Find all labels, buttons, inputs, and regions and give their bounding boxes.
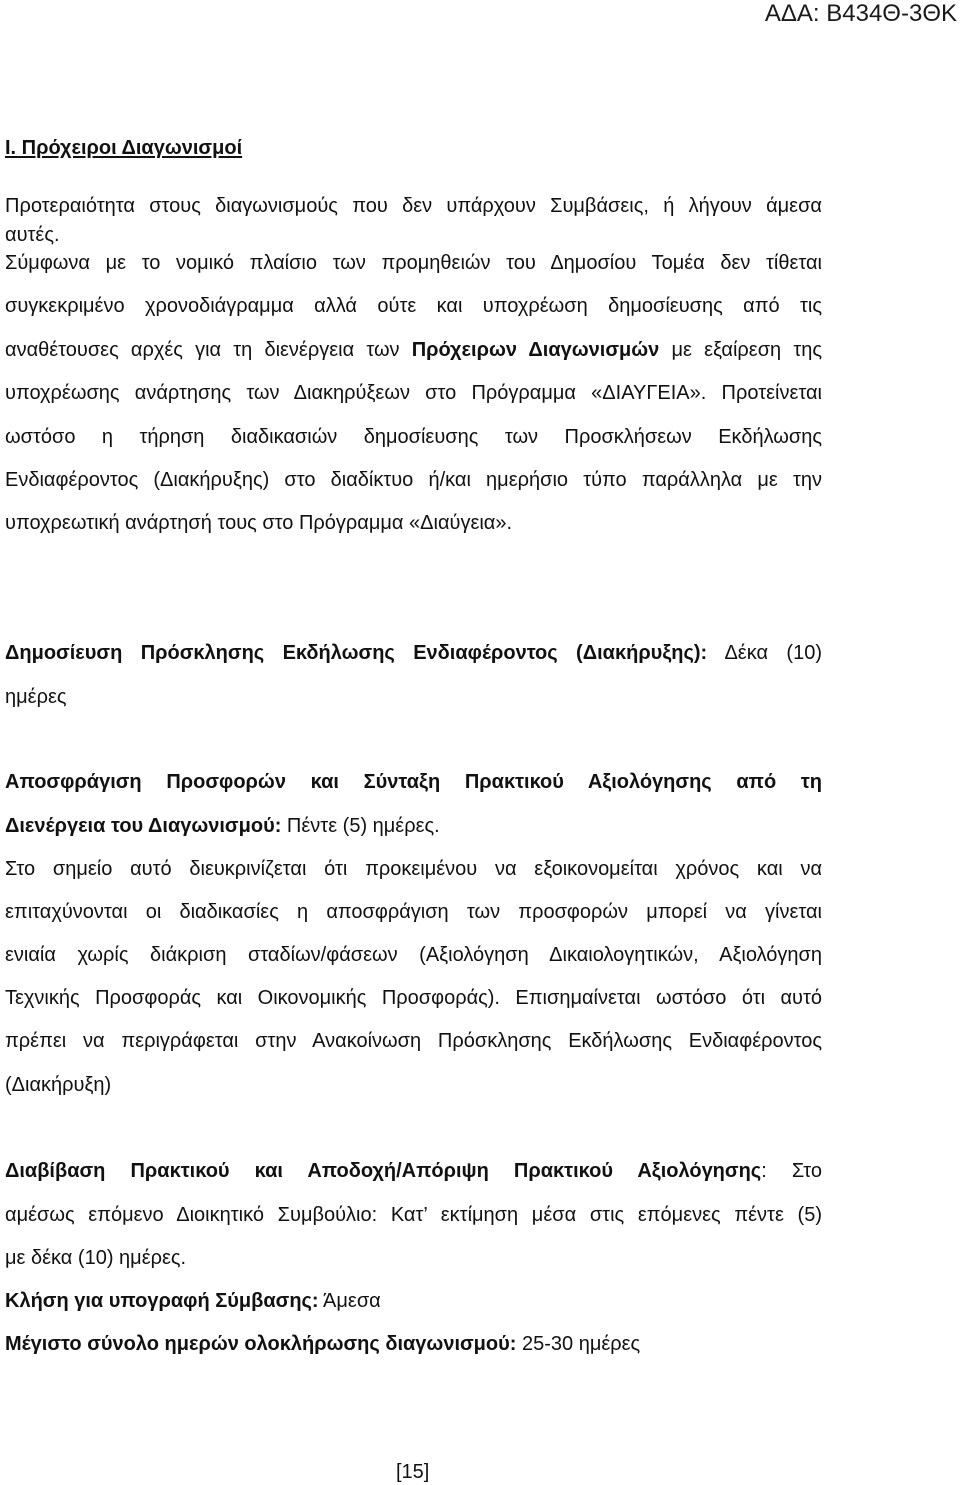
approval-value-line: αμέσως επόμενο Διοικητικό Συμβούλιο: Κατ’ εκτίμηση μέσα στις επόμενες πέντε (5) [5, 1204, 822, 1226]
publication-value: Δέκα (10) [707, 642, 822, 664]
opening-note-line: Τεχνικής Προσφοράς και Οικονομικής Προσφοράς). Επισημαίνεται ωστόσο ότι αυτό [5, 987, 822, 1009]
priority-line: αυτές. [5, 224, 60, 246]
opening-label: Αποσφράγιση Προσφορών και Σύνταξη Πρακτικού Αξιολόγησης από τη [5, 771, 822, 793]
signing-label: Κλήση για υπογραφή Σύμβασης: [5, 1290, 319, 1312]
publication-label: Δημοσίευση Πρόσκλησης Εκδήλωσης Ενδιαφέροντος (Διακήρυξης): [5, 642, 708, 664]
framework-line: υποχρεωτική ανάρτησή τους στο Πρόγραμμα «Διαύγεια». [5, 512, 513, 534]
publication-stage [5, 640, 822, 666]
page-number: [15] [396, 1461, 430, 1483]
framework-line: ωστόσο η τήρηση διαδικασιών δημοσίευσης των Προσκλήσεων Εκδήλωσης [5, 426, 822, 448]
framework-line: υποχρέωσης ανάρτησης των Διακηρύξεων στο Πρόγραμμα «ΔΙΑΥΓΕΙΑ». Προτείνεται [5, 382, 822, 404]
section-heading: I. Πρόχειροι Διαγωνισμοί [5, 137, 243, 159]
framework-bold-term: Πρόχειρων Διαγωνισμών [411, 339, 660, 361]
framework-line: συγκεκριμένο χρονοδιάγραμμα αλλά ούτε και υποχρέωση δημοσίευσης από τις [5, 295, 822, 317]
opening-stage [5, 813, 822, 839]
framework-text: αναθέτουσες αρχές για τη διενέργεια των [5, 339, 412, 361]
opening-note-line: Στο σημείο αυτό διευκρινίζεται ότι προκειμένου να εξοικονομείται χρόνος και να [5, 858, 822, 880]
opening-note-line: πρέπει να περιγράφεται στην Ανακοίνωση Πρόσκλησης Εκδήλωσης Ενδιαφέροντος [5, 1030, 822, 1052]
max-total-stage [5, 1331, 822, 1357]
framework-line: Σύμφωνα με το νομικό πλαίσιο των προμηθειών του Δημοσίου Τομέα δεν τίθεται [5, 252, 822, 274]
priority-line: Προτεραιότητα στους διαγωνισμούς που δεν υπάρχουν Συμβάσεις, ή λήγουν άμεσα [5, 195, 822, 217]
framework-line [5, 337, 822, 363]
opening-note-line: επιταχύνονται οι διαδικασίες η αποσφράγιση των προσφορών μπορεί να γίνεται [5, 901, 822, 923]
opening-label-cont: Διενέργεια του Διαγωνισμού: [5, 815, 282, 837]
approval-value: : Στο [761, 1160, 822, 1182]
signing-value: Άμεσα [318, 1290, 381, 1312]
max-total-label: Μέγιστο σύνολο ημερών ολοκλήρωσης διαγωνισμού: [5, 1333, 517, 1355]
approval-label: Διαβίβαση Πρακτικού και Αποδοχή/Απόριψη Πρακτικού Αξιολόγησης [5, 1160, 762, 1182]
opening-note-line: ενιαία χωρίς διάκριση σταδίων/φάσεων (Αξιολόγηση Δικαιολογητικών, Αξιολόγηση [5, 944, 822, 966]
signing-stage [5, 1288, 822, 1314]
opening-note-line: (Διακήρυξη) [5, 1074, 112, 1096]
approval-stage [5, 1158, 822, 1184]
publication-value-cont: ημέρες [5, 686, 67, 708]
approval-value-line: με δέκα (10) ημέρες. [5, 1247, 187, 1269]
framework-line: Ενδιαφέροντος (Διακήρυξης) στο διαδίκτυο ή/και ημερήσιο τύπο παράλληλα με την [5, 469, 822, 491]
opening-value: Πέντε (5) ημέρες. [281, 815, 440, 837]
max-total-value: 25-30 ημέρες [516, 1333, 641, 1355]
framework-text: με εξαίρεση της [659, 339, 823, 361]
ada-code: ΑΔΑ: Β434Θ-3ΘΚ [764, 0, 957, 27]
